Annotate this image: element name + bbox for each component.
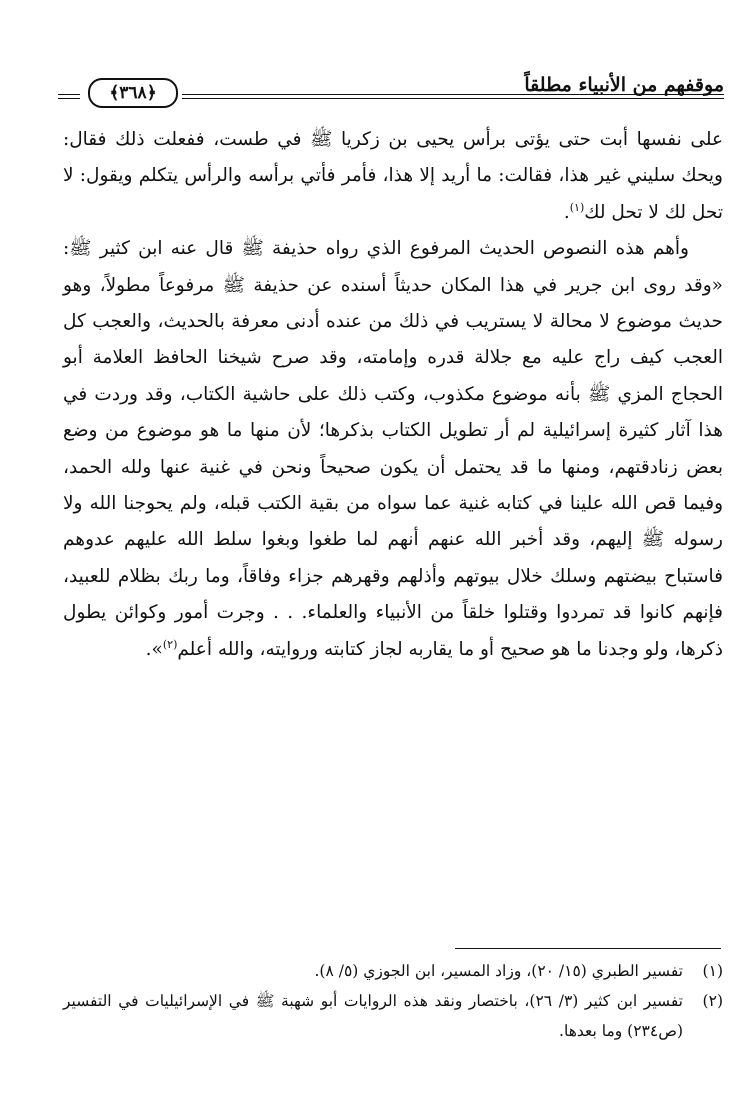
footnote-number: (١): [702, 962, 723, 980]
footnotes: [63, 956, 723, 1046]
footnote-text: تفسير ابن كثير (٣/ ٢٦)، باختصار ونقد هذه الروايات أبو شهبة ﷺ في الإسرائيليات في التفسير (ص٢٣٤) وما بعدها.: [63, 992, 683, 1040]
page-number-badge: ﴿٣٦٨﴾: [88, 78, 178, 108]
paragraph-text: وأهم هذه النصوص الحديث المرفوع الذي رواه حذيفة ﷺ قال عنه ابن كثير ﷺ: «وقد روى ابن جرير في هذا المكان حديثاً أسنده عن حذيفة ﷺ مرفوعاً مطولاً، وهو حديث موضوع لا محالة لا يستريب في ذلك من عنده أدنى معرفة بالحديث، والعجب كل العجب كيف راج عليه مع جلالة قدره وإمامته، وقد صرح شيخنا الحافظ العلامة أبو الحجاج المزي ﷺ بأنه موضوع مكذوب، وكتب ذلك على حاشية الكتاب، وقد وردت في هذا آثار كثيرة إسرائيلية لم أر تطويل الكتاب بذكرها؛ لأن منها ما هو موضوع من وضع بعض زنادقتهم، ومنها ما قد يحتمل أن يكون صحيحاً ونحن في غنية عنها ولله الحمد، وفيما قص الله علينا في كتابه غنية عما سواه من بقية الكتب قبله، ولم يحوجنا الله ولا رسوله ﷺ إليهم، وقد أخبر الله عنهم أنهم لما طغوا وبغوا سلط الله عليهم عدوهم فاستباح بيضتهم وسلك خلال بيوتهم وأذلهم وقهرهم جزاء وفاقاً، وما ربك بظلام للعبيد، فإنهم كانوا قد تمردوا وقتلوا خلقاً من الأنبياء والعلماء. . . وجرت أمور وكوائن يطول ذكرها، ولو وجدنا ما هو صحيح أو ما يقاربه لجاز كتابته وروايته، والله أعلم: [63, 238, 723, 660]
footnote-text: تفسير الطبري (١٥/ ٢٠)، وزاد المسير، ابن الجوزي (٥/ ٨).: [314, 962, 683, 980]
paragraph-text: على نفسها أبت حتى يؤتى برأس يحيى بن زكريا ﷺ في طست، ففعلت ذلك فقال: ويحك سليني غير هذا، فقالت: ما أريد إلا هذا، فأمر فأتي برأسه والرأس يتكلم ويقول: لا تحل لك لا تحل لك: [63, 129, 723, 223]
footnote-divider: [455, 948, 721, 949]
page-header: [58, 66, 724, 106]
footnote: [63, 956, 723, 986]
paragraph-end: ».: [145, 638, 163, 660]
paragraph: [63, 231, 723, 668]
footnote: [63, 986, 723, 1046]
main-text: [63, 122, 723, 668]
paragraph-end: .: [563, 201, 570, 223]
footnote-ref[interactable]: (١): [569, 200, 585, 214]
running-title: موقفهم من الأنبياء مطلقاً: [524, 74, 724, 96]
footnote-number: (٢): [702, 992, 723, 1010]
footnote-ref[interactable]: (٢): [162, 637, 178, 651]
paragraph: [63, 122, 723, 231]
